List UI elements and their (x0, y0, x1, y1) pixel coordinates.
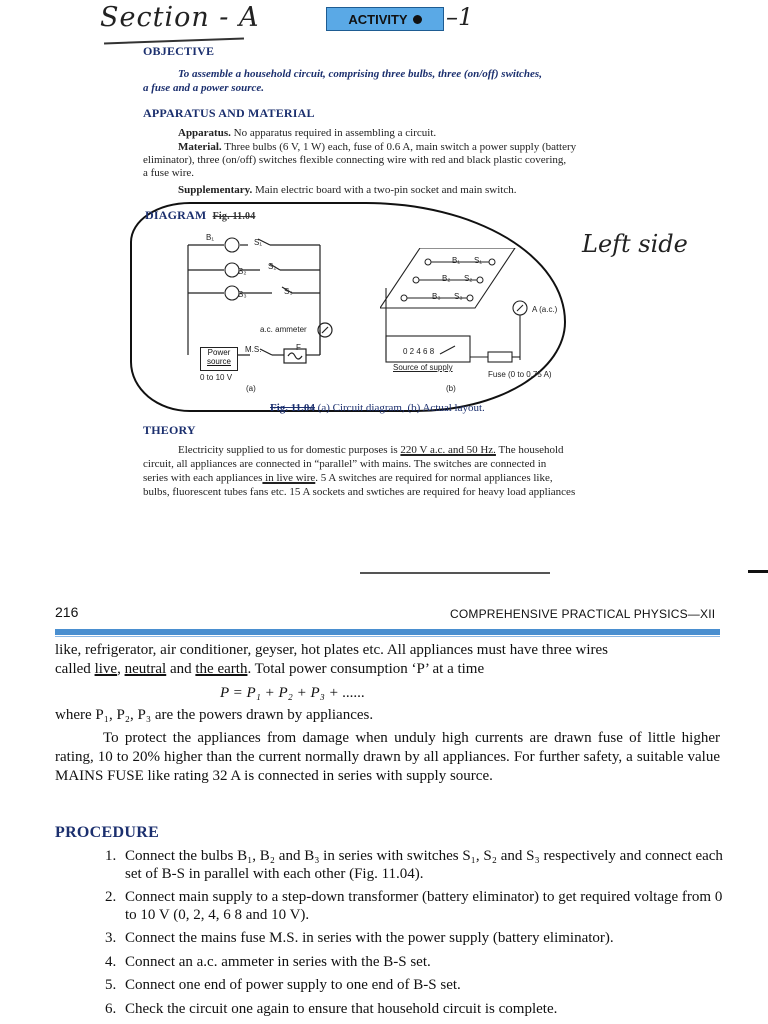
label-ammeter-b: A (a.c.) (532, 305, 558, 314)
procedure-step: 1. Connect the bulbs B₁, B₂ and B₃ in series with switches S₁, S₂ and S₃ respectively and connect each set of B-S in parallel with each other (Fig. 11.04). (105, 848, 723, 882)
figure-caption: Fig. 11.04 (a) Circuit diagram, (b) Actual layout. (270, 402, 485, 414)
label-b2-b: B₂ (442, 274, 451, 283)
objective-line-1: To assemble a household circuit, comprising three bulbs, three (on/off) switches, (178, 68, 542, 80)
procedure-step: 6. Check the circuit one again to ensure that household circuit is complete. (105, 1000, 558, 1017)
label-fuse-a: F (296, 343, 301, 352)
theory-line-3: series with each appliances in live wire. 5 A switches are required for normal appliances like, (143, 472, 553, 484)
label-s2-b: S₂ (464, 274, 473, 283)
objective-heading: OBJECTIVE (143, 44, 215, 58)
running-head: COMPREHENSIVE PRACTICAL PHYSICS—XII (450, 607, 716, 621)
header-rule-thin (55, 636, 720, 637)
label-fuse-b: Fuse (0 to 0.75 A) (488, 370, 552, 379)
handwritten-activity-number: –1 (446, 3, 474, 31)
label-dial-b: 0 2 4 6 8 (403, 347, 435, 356)
objective-line-2: a fuse and a power source. (143, 82, 265, 94)
underlined-voltage: 220 V a.c. and 50 Hz. (400, 444, 496, 456)
handwritten-section-title: Section - A (100, 2, 260, 33)
procedure-step: 2. Connect main supply to a step-down transformer (battery eliminator) to get required voltage from 0 to 10 V (0, 2, 4, 6 8 and 10 V). (105, 889, 723, 923)
procedure-list (105, 848, 725, 1024)
struck-figure-ref: Fig. 11.04 (212, 211, 256, 222)
procedure-heading: PROCEDURE (55, 824, 160, 841)
handwritten-side-note: Left side (582, 230, 688, 258)
underlined-live: live (94, 661, 118, 677)
label-ammeter-a: a.c. ammeter (260, 325, 307, 334)
theory-heading: THEORY (143, 423, 196, 437)
underlined-neutral: neutral (124, 661, 167, 677)
underlined-earth: the earth (195, 661, 248, 677)
power-formula: P = P₁ + P₂ + P₃ + ...... (220, 685, 366, 701)
diagram-heading: DIAGRAM Fig. 11.04 (145, 208, 256, 222)
apparatus-line: Apparatus. No apparatus required in assembling a circuit. (178, 127, 437, 139)
label-s1-a: S₁ (254, 238, 263, 247)
procedure-step: 4. Connect an a.c. ammeter in series with the B-S set. (105, 953, 431, 970)
material-line-1: Material. Three bulbs (6 V, 1 W) each, fuse of 0.6 A, main switch a power supply (battery (178, 141, 577, 153)
label-part-a: (a) (246, 384, 256, 393)
label-b1-a: B₁ (206, 233, 215, 242)
power-source-box: Power source (200, 347, 238, 371)
label-range-a: 0 to 10 V (200, 373, 233, 382)
apparatus-heading: APPARATUS AND MATERIAL (143, 106, 315, 120)
para1-line-1: like, refrigerator, air conditioner, geyser, hot plates etc. All appliances must have three wires (55, 642, 608, 658)
underlined-live-wire: in live wire (262, 472, 316, 484)
para2: To protect the appliances from damage when unduly high currents are drawn fuse of little higher rating, 10 to 20% higher than the current normally drawn by all appliances. For further safety, a suitable value MAINS FUSE like rating 32 A is connected in series with supply source. (55, 730, 720, 784)
label-s3-b: S₃ (454, 292, 463, 301)
theory-line-1: Electricity supplied to us for domestic purposes is 220 V a.c. and 50 Hz. The household (178, 444, 564, 456)
label-b2-a: B₂ (238, 267, 247, 276)
label-b3-a: B₃ (238, 290, 247, 299)
label-ms-a: M.S. (245, 345, 262, 354)
para1-line-2: called live, neutral and the earth. Total power consumption ‘P’ at a time (55, 661, 485, 677)
activity-badge-label: ACTIVITY (348, 11, 408, 27)
label-s2-a: S₂ (268, 262, 277, 271)
label-b1-b: B₁ (452, 256, 461, 265)
activity-badge (326, 7, 444, 31)
where-line: where P₁, P₂, P₃ are the powers drawn by appliances. (55, 707, 374, 723)
label-b3-b: B₃ (432, 292, 441, 301)
page-number: 216 (55, 604, 79, 620)
procedure-step: 3. Connect the mains fuse M.S. in series with the power supply (battery eliminator). (105, 930, 614, 946)
procedure-step: 5. Connect one end of power supply to one end of B-S set. (105, 977, 461, 993)
label-supply-b: Source of supply (393, 363, 453, 372)
header-rule (55, 629, 720, 635)
ink-blot-icon (413, 15, 422, 24)
material-line-3: a fuse wire. (143, 167, 195, 179)
scan-corner-mark (748, 570, 768, 573)
scan-edge-mark (360, 572, 550, 574)
theory-line-4: bulbs, fluorescent tubes fans etc. 15 A sockets and swtiches are required for heavy load appliances (143, 486, 576, 498)
supplementary-line: Supplementary. Main electric board with a two-pin socket and main switch. (178, 184, 517, 196)
material-line-2: eliminator), three (on/off) switches flexible connecting wire with red and black plastic covering, (143, 154, 567, 166)
theory-line-2: circuit, all appliances are connected in “parallel” with mains. The switches are connected in (143, 458, 547, 470)
label-s1-b: S₁ (474, 256, 483, 265)
label-part-b: (b) (446, 384, 456, 393)
label-s3-a: S₃ (284, 287, 293, 296)
